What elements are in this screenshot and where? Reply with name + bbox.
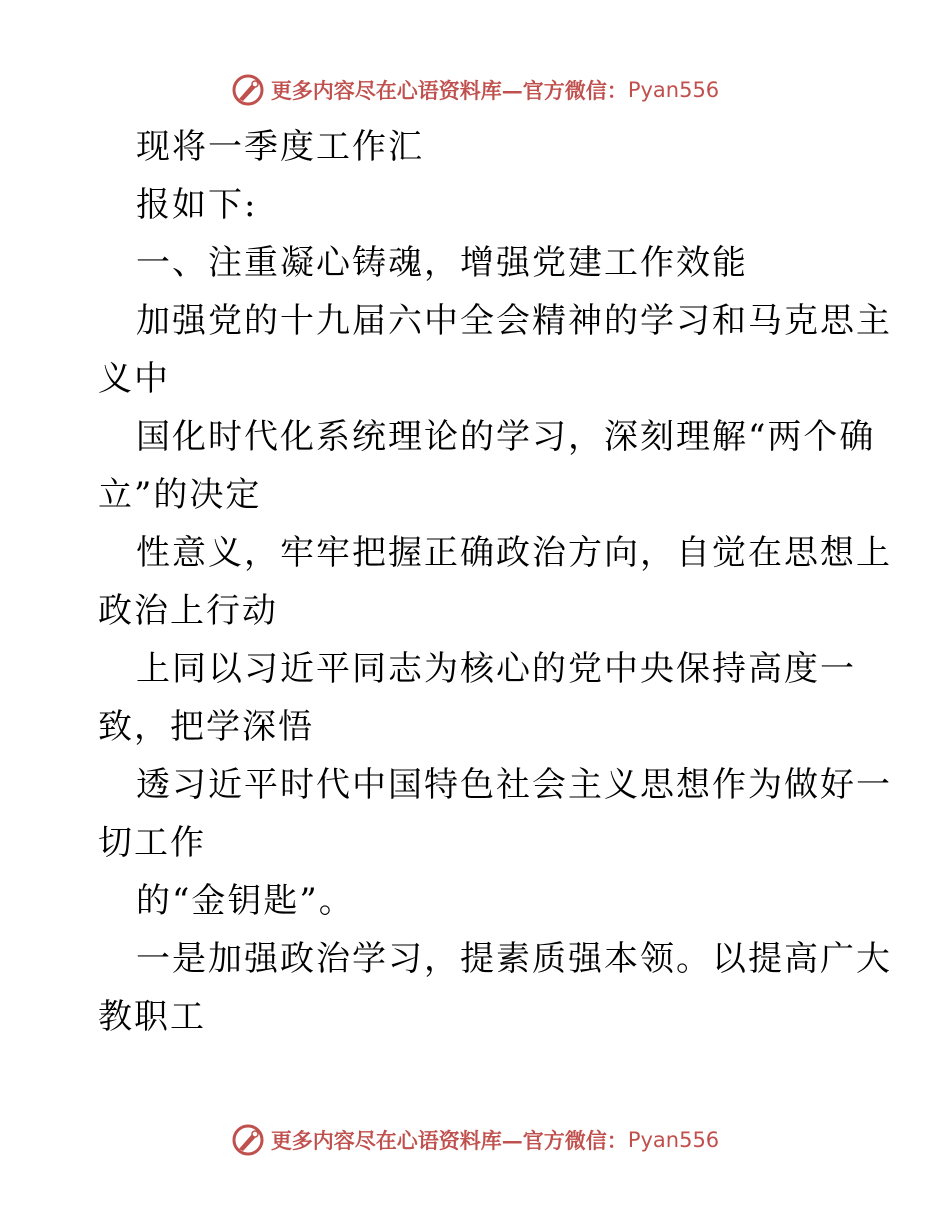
watermark-wechat-id: Pyan556: [627, 1128, 720, 1152]
text-line: 上同以习近平同志为核心的党中央保持高度一: [136, 649, 856, 689]
pen-seal-logo-icon: [231, 73, 265, 107]
text-line: 报如下:: [136, 185, 258, 225]
footer-watermark: [0, 1120, 950, 1160]
watermark-text: 更多内容尽在心语资料库—官方微信：: [270, 78, 628, 103]
document-body: [98, 118, 892, 1046]
text-line: 政治上行动: [98, 591, 278, 631]
text-line: 切工作: [98, 823, 206, 863]
watermark-text: 更多内容尽在心语资料库—官方微信：: [270, 1128, 628, 1153]
text-line: 现将一季度工作汇: [136, 127, 424, 167]
header-watermark: [0, 70, 950, 110]
text-line: 性意义，牢牢把握正确政治方向，自觉在思想上: [136, 533, 892, 573]
text-line: 一是加强政治学习，提素质强本领。以提高广大: [136, 939, 892, 979]
text-line: 透习近平时代中国特色社会主义思想作为做好一: [136, 765, 892, 805]
text-line: 致，把学深悟: [98, 707, 314, 747]
text-line: 教职工: [98, 997, 206, 1037]
text-line: 加强党的十九届六中全会精神的学习和马克思主: [136, 301, 892, 341]
text-line: 义中: [98, 359, 170, 399]
watermark-wechat-id: Pyan556: [627, 78, 720, 102]
section-heading: 一、注重凝心铸魂，增强党建工作效能: [136, 243, 748, 283]
text-line: 国化时代化系统理论的学习，深刻理解“两个确: [136, 417, 876, 457]
text-line: 立”的决定: [98, 475, 262, 515]
text-line: 的“金钥匙”。: [136, 881, 355, 921]
pen-seal-logo-icon: [231, 1123, 265, 1157]
